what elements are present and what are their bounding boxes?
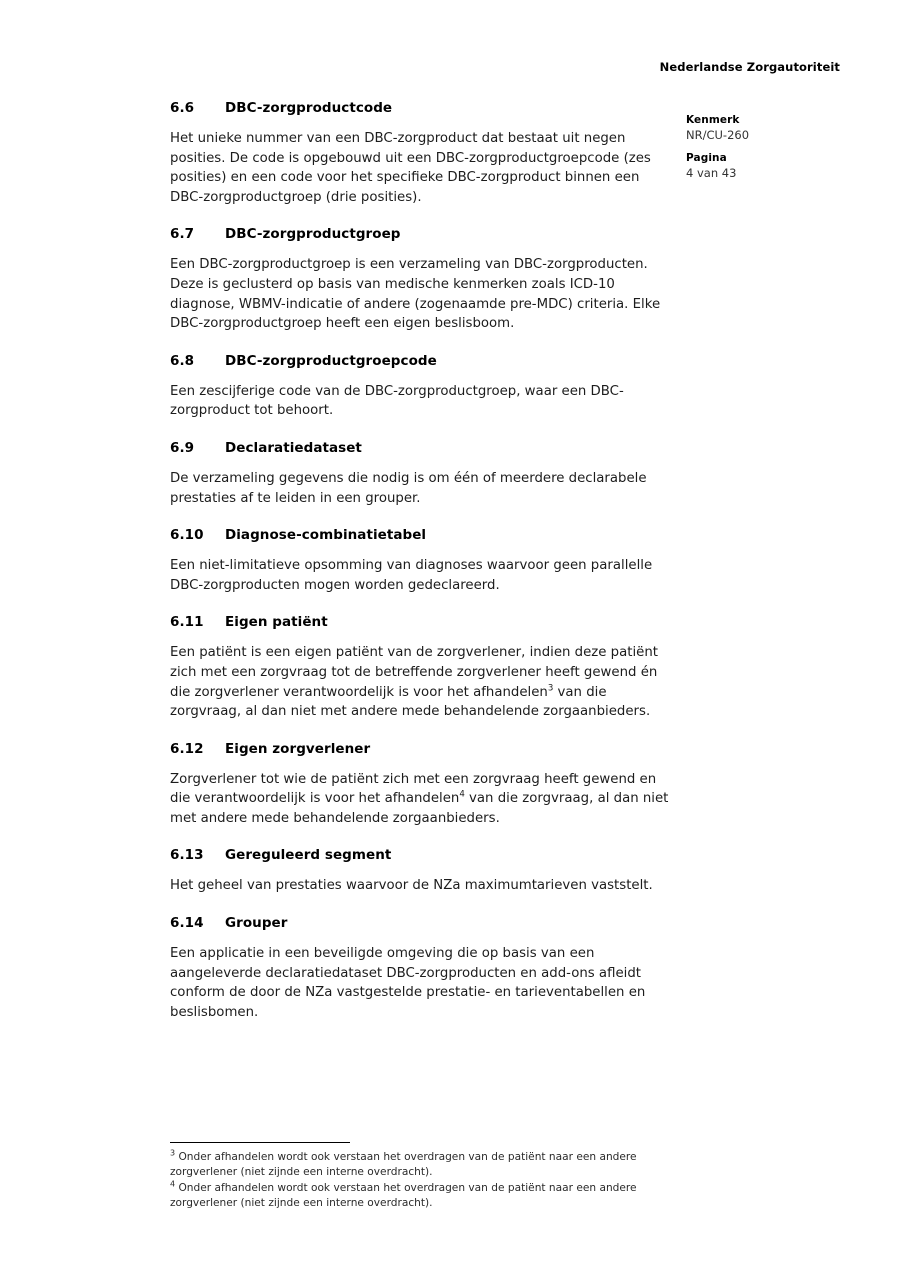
section-6-10 (170, 527, 675, 595)
section-paragraph (170, 643, 675, 721)
footnote-item (170, 1181, 675, 1210)
section-6-7 (170, 226, 675, 333)
paragraph-text-pre: Een patiënt is een eigen patiënt van de zorgverlener, indien deze patiënt zich met een zorgvraag tot de betreffende zorgverlener heeft gewend én die zorgverlener verantwoordelijk is voor het afhandelen (170, 645, 658, 700)
section-number: 6.10 (170, 527, 204, 544)
section-title: DBC-zorgproductcode (225, 100, 393, 116)
section-number: 6.11 (170, 614, 204, 631)
section-paragraph: Een applicatie in een beveiligde omgeving die op basis van een aangeleverde declaratiedataset DBC-zorgproducten en add-ons afleidt conform de door de NZa vastgestelde prestatie- en tarieventabellen en beslisbomen. (170, 946, 646, 1020)
paragraph-text-post: van die zorgvraag, al dan niet met andere mede behandelende zorgaanbieders. (170, 791, 669, 826)
section-heading (170, 100, 675, 116)
section-number: 6.9 (170, 439, 195, 456)
section-paragraph: Een DBC-zorgproductgroep is een verzameling van DBC-zorgproducten. Deze is geclusterd op basis van medische kenmerken zoals ICD-10 diagnose, WBMV-indicatie of andere (zogenaamde pre-MDC) criteria. Elke DBC-zorgproductgroep heeft een eigen beslisboom. (170, 257, 661, 332)
kenmerk-value: NR/CU-260 (686, 127, 750, 142)
section-heading (170, 353, 675, 369)
section-6-13 (170, 847, 675, 896)
section-title: DBC-zorgproductgroepcode (225, 352, 437, 369)
section-title: Gereguleerd segment (225, 847, 392, 864)
section-title: Eigen patiënt (225, 614, 328, 631)
section-heading (170, 741, 675, 757)
section-title: DBC-zorgproductgroep (225, 226, 401, 243)
section-6-6 (170, 100, 675, 207)
section-heading (170, 226, 675, 242)
paragraph-text-post: van die zorgvraag, al dan niet met andere mede behandelende zorgaanbieders. (170, 684, 651, 720)
section-number: 6.6 (170, 100, 195, 116)
section-heading (170, 614, 675, 630)
section-paragraph: Het unieke nummer van een DBC-zorgproduct dat bestaat uit negen posities. De code is opgebouwd uit een DBC-zorgproductgroepcode (zes posities) en een code voor het specifieke DBC-zorgproduct binnen een DBC-zorgproductgroep (drie posities). (170, 131, 651, 205)
section-heading (170, 527, 675, 543)
section-title: Grouper (225, 915, 288, 932)
section-paragraph: Een niet-limitatieve opsomming van diagnoses waarvoor geen parallelle DBC-zorgproducten mogen worden gedeclareerd. (170, 558, 653, 593)
footnote-text: Onder afhandelen wordt ook verstaan het overdragen van de patiënt naar een andere zorgverlener (niet zijnde een interne overdracht). (170, 1182, 637, 1209)
footnote-marker: 4 (170, 1179, 176, 1189)
section-paragraph: De verzameling gegevens die nodig is om één of meerdere declarabele prestaties af te leiden in een grouper. (170, 470, 647, 506)
section-number: 6.14 (170, 915, 204, 932)
section-6-11 (170, 614, 675, 721)
section-title: Diagnose-combinatietabel (225, 527, 427, 544)
footnote-ref-4[interactable]: 4 (459, 789, 465, 800)
document-meta (686, 113, 866, 180)
footnote-separator (170, 1142, 350, 1143)
section-heading (170, 915, 675, 931)
pagina-value: 4 van 43 (686, 165, 737, 180)
kenmerk-label: Kenmerk (686, 114, 740, 126)
organization-name: Nederlandse Zorgautoriteit (659, 60, 840, 74)
footnotes-area (170, 1142, 675, 1212)
section-number: 6.12 (170, 740, 204, 757)
section-heading (170, 440, 675, 456)
section-number: 6.13 (170, 847, 204, 864)
section-6-14 (170, 915, 675, 1022)
section-6-12 (170, 741, 675, 829)
section-number: 6.8 (170, 352, 195, 369)
section-title: Declaratiedataset (225, 439, 362, 456)
footnote-item (170, 1150, 675, 1179)
pagina-label: Pagina (686, 152, 727, 164)
footnote-text: Onder afhandelen wordt ook verstaan het overdragen van de patiënt naar een andere zorgverlener (niet zijnde een interne overdracht). (170, 1151, 637, 1178)
section-6-8 (170, 353, 675, 421)
section-paragraph: Een zescijferige code van de DBC-zorgproductgroep, waar een DBC-zorgproduct tot behoort. (170, 383, 624, 419)
document-body (170, 100, 675, 1041)
section-paragraph (170, 770, 675, 829)
footnote-marker: 3 (170, 1148, 176, 1158)
paragraph-text-pre: Zorgverlener tot wie de patiënt zich met een zorgvraag heeft gewend en die verantwoordelijk is voor het afhandelen (170, 771, 657, 807)
section-number: 6.7 (170, 226, 195, 243)
section-heading (170, 847, 675, 863)
section-paragraph: Het geheel van prestaties waarvoor de NZa maximumtarieven vaststelt. (170, 878, 653, 894)
section-title: Eigen zorgverlener (225, 740, 371, 757)
section-6-9 (170, 440, 675, 508)
footnote-ref-3[interactable]: 3 (547, 683, 554, 694)
